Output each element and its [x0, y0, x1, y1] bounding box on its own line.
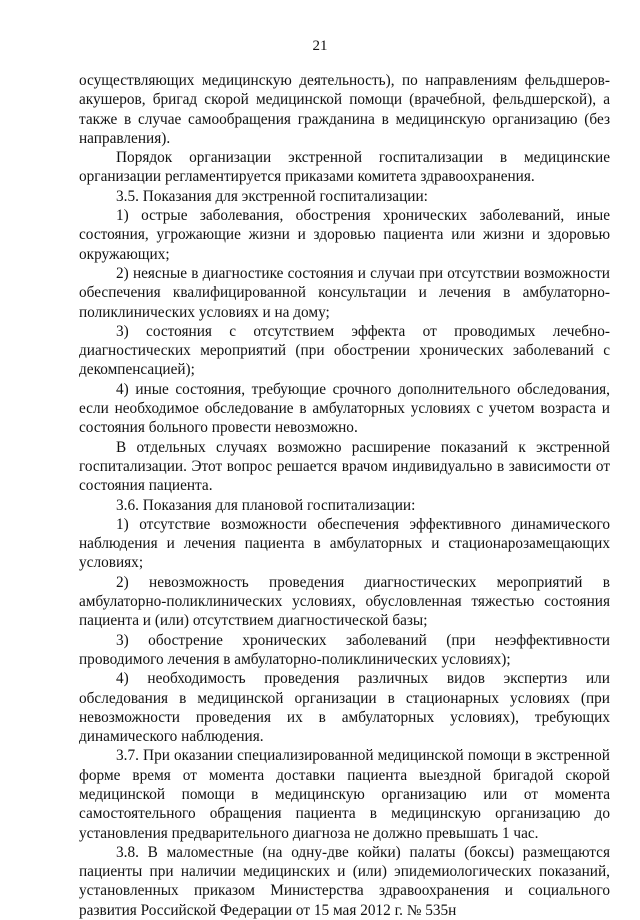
- paragraph-extension: В отдельных случаях возможно расширение показаний к экстренной госпитализации. Этот вопрос решается врачом индивидуально в зависимости от состояния пациента.: [79, 438, 610, 495]
- list-item-emergency-3: 3) состояния с отсутствием эффекта от проводимых лечебно-диагностических мероприятий (при обострении хронических заболеваний с декомпенсацией);: [79, 322, 610, 379]
- section-3-7: 3.7. При оказании специализированной медицинской помощи в экстренной форме время от момента доставки пациента выездной бригадой скорой медицинской помощи в медицинскую организацию или от момента самостоятельного обращения пациента в медицинскую организацию до установления предварительного диагноза не должно превышать 1 час.: [79, 747, 610, 842]
- page-number: 21: [312, 38, 328, 54]
- section-3-8: 3.8. В маломестные (на одну-две койки) палаты (боксы) размещаются пациенты при наличии медицинских и (или) эпидемиологических показаний, установленных приказом Министерства здравоохранения и социального развития Российской Федерации от 15 мая 2012 г. № 535н: [79, 843, 610, 919]
- paragraph-emergency-order: Порядок организации экстренной госпитализации в медицинские организации регламентируется приказами комитета здравоохранения.: [79, 149, 610, 186]
- list-item-emergency-4: 4) иные состояния, требующие срочного дополнительного обследования, если необходимое обследование в амбулаторных условиях с учетом возраста и состояния больного провести невозможно.: [79, 380, 610, 437]
- list-item-planned-1: 1) отсутствие возможности обеспечения эффективного динамического наблюдения и лечения пациента в амбулаторных и стационарозамещающих условиях;: [79, 515, 610, 572]
- list-item-planned-4: 4) необходимость проведения различных видов экспертиз или обследования в медицинской организации в стационарных условиях (при невозможности проведения их в амбулаторных условиях), требующих динамического наблюдения.: [79, 670, 610, 746]
- section-heading-3-5: 3.5. Показания для экстренной госпитализации:: [116, 187, 428, 205]
- document-body: [79, 71, 610, 920]
- list-item-emergency-1: 1) острые заболевания, обострения хронических заболеваний, иные состояния, угрожающие жизни и здоровью пациента или жизни и здоровью окружающих;: [79, 207, 610, 263]
- list-item-emergency-2: 2) неясные в диагностике состояния и случаи при отсутствии возможности обеспечения квалифицированной консультации и лечения в амбулаторно-поликлинических условиях и на дому;: [79, 264, 610, 321]
- section-heading-3-6: 3.6. Показания для плановой госпитализации:: [116, 496, 416, 514]
- list-item-planned-2: 2) невозможность проведения диагностических мероприятий в амбулаторно-поликлинических условиях, обусловленная тяжестью состояния пациента и (или) отсутствием диагностической базы;: [79, 573, 610, 630]
- list-item-planned-3: 3) обострение хронических заболеваний (при неэффективности проводимого лечения в амбулаторно-поликлинических условиях);: [79, 631, 610, 668]
- paragraph-continuation: осуществляющих медицинскую деятельность), по направлениям фельдшеров-акушеров, бригад скорой медицинской помощи (врачебной, фельдшерской), а также в случае самообращения гражданина в медицинскую организацию (без направления).: [79, 72, 610, 147]
